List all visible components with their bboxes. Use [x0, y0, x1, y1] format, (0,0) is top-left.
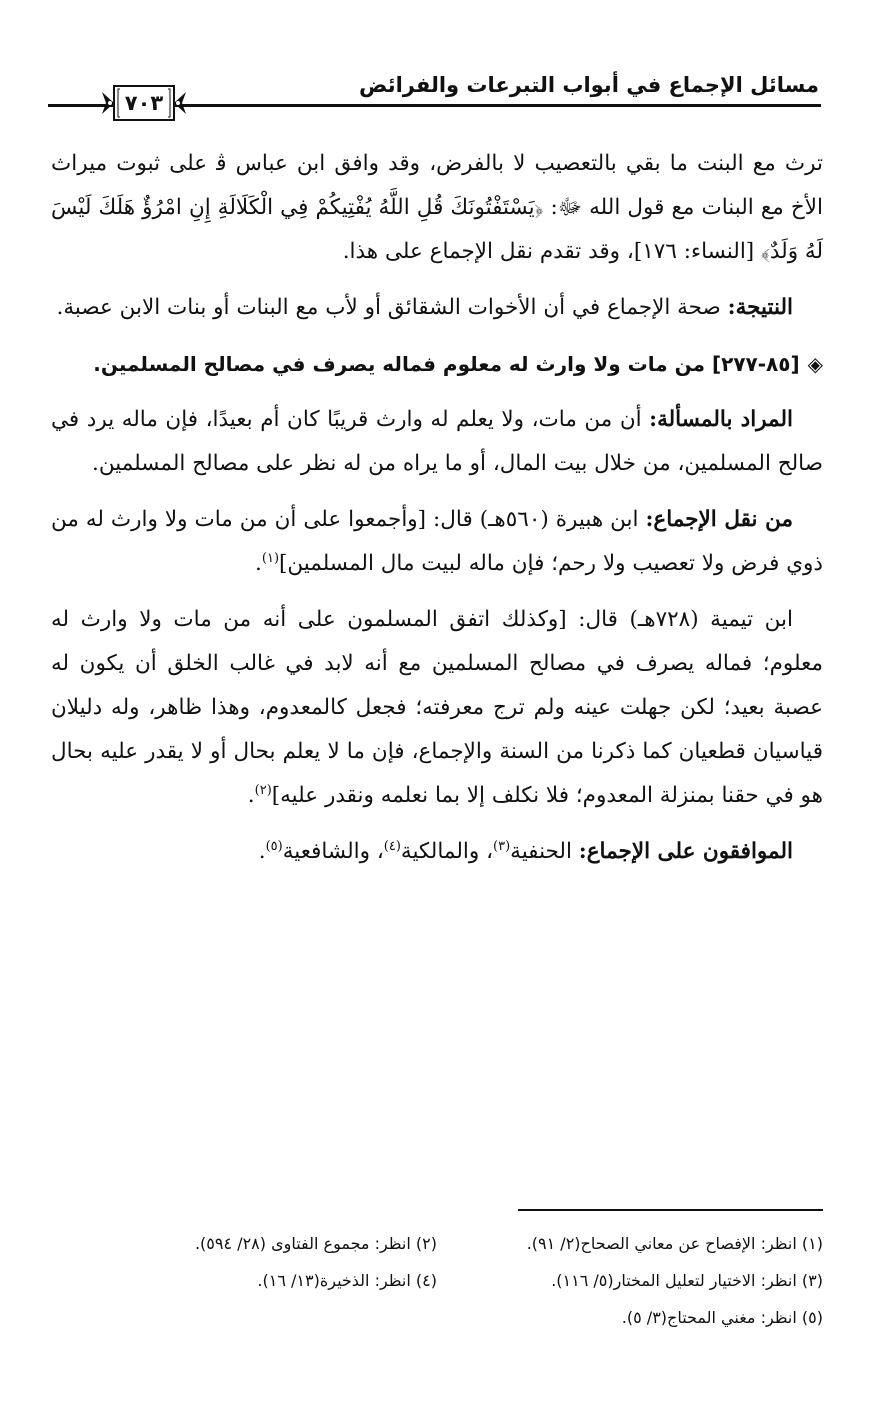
agreeing-maliki: ، والمالكية	[400, 839, 494, 864]
meaning-text: أن من مات، ولا يعلم له وارث قريبًا كان أم بعيدًا، فإن ماله يرد في صالح المسلمين، من خلال بيت المال، أو ما يراه من له نظر على مصالح المسلمين.	[51, 407, 823, 476]
footnote-row	[51, 1262, 823, 1299]
footnote-5: (٥) انظر: مغني المحتاج(٣/ ٥).	[621, 1308, 823, 1327]
footnote-3: (٣) انظر: الاختيار لتعليل المختار(٥/ ١١٦).	[551, 1271, 823, 1290]
footnote-ref-4[interactable]: (٤)	[383, 838, 401, 854]
consensus-source-text: ابن هبيرة (٥٦٠هـ) قال: [وأجمعوا على أن من مات ولا وارث له من ذوي فرض ولا تعصيب ولا رحم؛ فإن ماله لبيت مال المسلمين]	[51, 507, 823, 576]
ibn-taymiyya-text: ابن تيمية (٧٢٨هـ) قال: [وكذلك اتفق المسلمون على أنه من مات ولا وارث له معلوم؛ فماله يصرف في مصالح المسلمين مع أنه لابد في غالب الخلق أن يكون له عصبة بعيد؛ لكن جهلت عينه ولم ترج معرفته؛ فجعل كالمعدوم، وهذا ظاهر، وله دليلان قياسيان قطعيان كما ذكرنا من السنة والإجماع، فإن ما لا يعلم بحال أو لا يقدر عليه بحال هو في حقنا بمنزلة المعدوم؛ فلا نكلف إلا بما نعلمه ونقدر عليه]	[51, 607, 823, 808]
result-text: صحة الإجماع في أن الأخوات الشقائق أو لأب مع البنات أو بنات الابن عصبة.	[56, 295, 728, 320]
paragraph-ibn-taymiyya: ابن تيمية (٧٢٨هـ) قال: [وكذلك اتفق المسلمون على أنه من مات ولا وارث له معلوم؛ فماله يصرف في مصالح المسلمين مع أنه لابد في غالب الخلق أن يكون له عصبة بعيد؛ لكن جهلت عينه ولم ترج معرفته؛ فجعل كالمعدوم، وهذا ظاهر، وله دليلان قياسيان قطعيان كما ذكرنا من السنة والإجماع، فإن ما لا يعلم بحال أو لا يقدر عليه بحال هو في حقنا بمنزلة المعدوم؛ فلا نكلف إلا بما نعلمه ونقدر عليه]$^{(٢)}$.	[51, 607, 823, 808]
agreeing-label: الموافقون على الإجماع:	[578, 839, 793, 864]
footnotes	[51, 1225, 823, 1336]
footnote-ref-5[interactable]: (٥)	[265, 838, 283, 854]
footnote-1: (١) انظر: الإفصاح عن معاني الصحاح(٢/ ٩١).	[526, 1234, 823, 1253]
footnote-row	[51, 1225, 823, 1262]
agreeing-hanafi: الحنفية	[510, 839, 579, 864]
footnote-ref-3[interactable]: (٣)	[493, 838, 511, 854]
agreeing-shafii: ، والشافعية	[282, 839, 384, 864]
consensus-source-label: من نقل الإجماع:	[645, 507, 793, 532]
footnote-2: (٢) انظر: مجموع الفتاوى (٢٨/ ٥٩٤).	[194, 1234, 437, 1253]
main-text	[51, 142, 823, 886]
footnote-ref-2[interactable]: (٢)	[254, 782, 272, 798]
paragraph-meaning	[51, 398, 823, 486]
footnote-ref-1[interactable]: (١)	[261, 550, 280, 566]
footnote-row	[51, 1299, 823, 1336]
issue-heading	[51, 342, 823, 386]
paragraph-result	[51, 286, 823, 330]
footnote-4: (٤) انظر: الذخيرة(١٣/ ١٦).	[257, 1271, 437, 1290]
diamond-bullet-icon: ◈	[807, 352, 823, 376]
meaning-label: المراد بالمسألة:	[649, 407, 794, 432]
paragraph-agreeing	[51, 830, 823, 874]
page-number-ornament	[100, 84, 188, 122]
paragraph-consensus-source: من نقل الإجماع: ابن هبيرة (٥٦٠هـ) قال: [وأجمعوا على أن من مات ولا وارث له من ذوي فرض ولا تعصيب ولا رحم؛ فإن ماله لبيت مال المسلمين]$^{(١)}$.	[51, 507, 823, 576]
running-title: مسائل الإجماع في أبواب التبرعات والفرائض	[359, 73, 819, 97]
issue-title: [٨٥-٢٧٧] من مات ولا وارث له معلوم فماله يصرف في مصالح المسلمين.	[93, 352, 800, 376]
result-label: النتيجة:	[727, 295, 793, 320]
footnote-separator	[518, 1209, 823, 1211]
agreeing-end: .	[258, 839, 266, 864]
paragraph-continuation: ترث مع البنت ما بقي بالتعصيب لا بالفرض، وقد وافق ابن عباس ﭬ على ثبوت ميراث الأخ مع البنات مع قول الله ﷻ: ﴿يَسْتَفْتُونَكَ قُلِ اللَّهُ يُفْتِيكُمْ فِي الْكَلَالَةِ إِنِ امْرُؤٌ هَلَكَ لَيْسَ لَهُ وَلَدٌ﴾ [النساء: ١٧٦]، وقد تقدم نقل الإجماع على هذا.	[51, 151, 823, 264]
page-number: ٧٠٣	[120, 87, 168, 119]
